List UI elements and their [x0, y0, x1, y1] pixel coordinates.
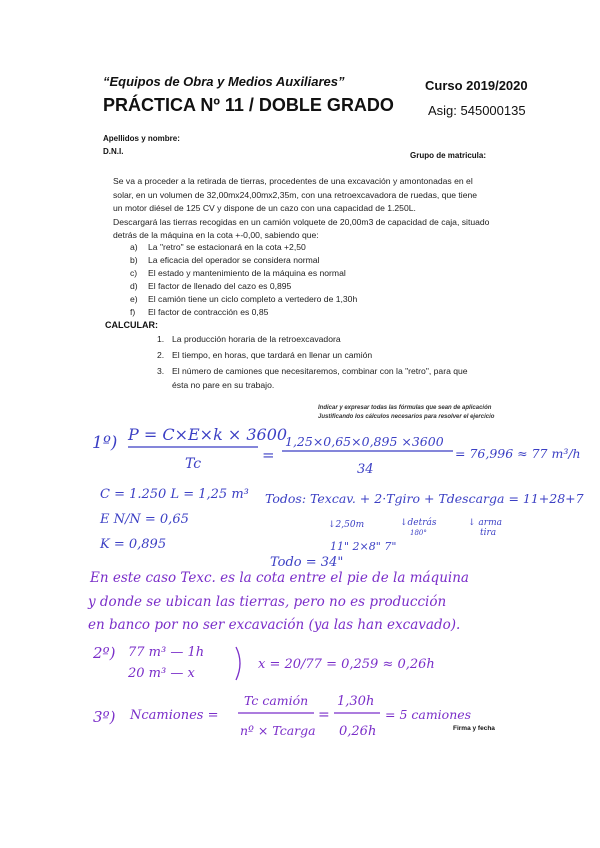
operator-efficiency: E N/N = 0,65	[100, 512, 189, 527]
condition-text: El factor de llenado del cazo es 0,895	[148, 281, 292, 291]
fill-factor: K = 0,895	[100, 537, 167, 552]
answer-1-denominator: Tc	[185, 456, 202, 472]
condition-text: El estado y mantenimiento de la máquina es normal	[148, 268, 346, 278]
instruction-note: Indicar y expresar todas las fórmulas que sean de aplicación	[318, 405, 492, 411]
dump-time-note: ↓ arma	[468, 518, 502, 528]
answer-3-denominator: nº × Tcarga	[240, 723, 316, 738]
total-cycle-time: Todo = 34"	[270, 555, 344, 570]
condition-letter: a)	[130, 242, 138, 252]
condition-text: El camión tiene un ciclo completo a vertedero de 1,30h	[148, 294, 358, 304]
partial-times: 11" 2×8" 7"	[330, 540, 397, 553]
answer-3-numerator: Tc camión	[244, 693, 309, 708]
bucket-capacity: C = 1.250 L = 1,25 m³	[100, 487, 249, 502]
cycle-time-equation: Todos: Texcav. + 2·Tgiro + Tdescarga = 11+28+7	[265, 491, 584, 506]
question-text: El número de camiones que necesitaremos, combinar con la "retro", para que	[172, 366, 468, 376]
condition-letter: e)	[130, 294, 138, 304]
answer-3-denominator-value: 0,26h	[339, 724, 377, 739]
question-text: ésta no pare en su trabajo.	[172, 380, 275, 390]
answer-3-result: = 5 camiones	[385, 707, 472, 722]
condition-text: El factor de contracción es 0,85	[148, 307, 269, 317]
answer-2-label: 2º)	[93, 644, 116, 662]
answer-2-rule-line-2: 20 m³ — x	[128, 666, 195, 681]
condition-letter: b)	[130, 255, 138, 265]
question-number: 2.	[157, 350, 165, 360]
group-field-label: Grupo de matricula:	[410, 151, 487, 160]
answer-1-equals: =	[262, 446, 275, 464]
question-number: 1.	[157, 334, 165, 344]
statement-line: un motor diésel de 125 CV y dispone de un cazo con una capacidad de 1.250L.	[113, 203, 416, 213]
answer-2-rule-line-1: 77 m³ — 1h	[128, 645, 205, 660]
subject-title: “Equipos de Obra y Medios Auxiliares”	[103, 74, 345, 89]
statement-line: solar, en un volumen de 32,00mx24,00mx2,35m, con una retroexcavadora de ruedas, que tiene	[113, 190, 478, 200]
explanation-line: y donde se ubican las tierras, pero no es producción	[88, 594, 447, 610]
swing-time-note: ↓detrás	[400, 518, 437, 528]
condition-letter: c)	[130, 268, 138, 278]
statement-line: Se va a proceder a la retirada de tierras, procedentes de una excavación y amontonadas en el	[113, 176, 473, 186]
dni-field-label: D.N.I.	[103, 147, 124, 156]
answer-3-numerator-value: 1,30h	[337, 694, 375, 709]
answer-3-label: 3º)	[93, 708, 116, 726]
course-label: Curso 2019/2020	[425, 78, 528, 93]
explanation-line: en banco por no ser excavación (ya las han excavado).	[88, 617, 461, 633]
statement-line: Descargará las tierras recogidas en un camión volquete de 20,00m3 de capacidad de caja, situado	[113, 217, 490, 227]
answer-1-label: 1º)	[92, 433, 118, 453]
answer-2-result: x = 20/77 = 0,259 ≈ 0,26h	[258, 657, 435, 672]
answer-3-equals: =	[318, 707, 330, 723]
dump-time-note-2: tira	[480, 528, 497, 538]
answer-1-result: = 76,996 ≈ 77 m³/h	[455, 446, 581, 461]
answer-1-numerator: 1,25×0,65×0,895 ×3600	[285, 434, 444, 449]
excavation-time-note: ↓2,50m	[328, 520, 365, 530]
practice-title: PRÁCTICA Nº 11 / DOBLE GRADO	[103, 95, 394, 115]
question-number: 3.	[157, 366, 165, 376]
question-text: El tiempo, en horas, que tardará en llenar un camión	[172, 350, 373, 360]
instruction-note: Justificando los cálculos necesarios para resolver el ejercicio	[318, 414, 495, 420]
answer-1-denominator-value: 34	[357, 462, 374, 477]
condition-letter: d)	[130, 281, 138, 291]
signature-label: Firma y fecha	[453, 725, 495, 732]
subject-code: Asig: 545000135	[428, 103, 526, 118]
question-text: La producción horaria de la retroexcavadora	[172, 334, 341, 344]
answer-2-brace	[236, 647, 240, 680]
condition-text: La "retro" se estacionará en la cota +2,50	[148, 242, 306, 252]
swing-angle-note: 180°	[410, 529, 427, 537]
condition-text: La eficacia del operador se considera normal	[148, 255, 320, 265]
statement-line: detrás de la máquina en la cota +-0,00, sabiendo que:	[113, 230, 319, 240]
explanation-line: En este caso Texc. es la cota entre el pie de la máquina	[90, 570, 469, 586]
calculate-label: CALCULAR:	[105, 320, 158, 330]
answer-3-lhs: Ncamiones =	[130, 708, 219, 723]
condition-letter: f)	[130, 307, 136, 317]
answer-1-formula: P = C×E×k × 3600	[128, 425, 288, 444]
name-field-label: Apellidos y nombre:	[103, 134, 180, 143]
